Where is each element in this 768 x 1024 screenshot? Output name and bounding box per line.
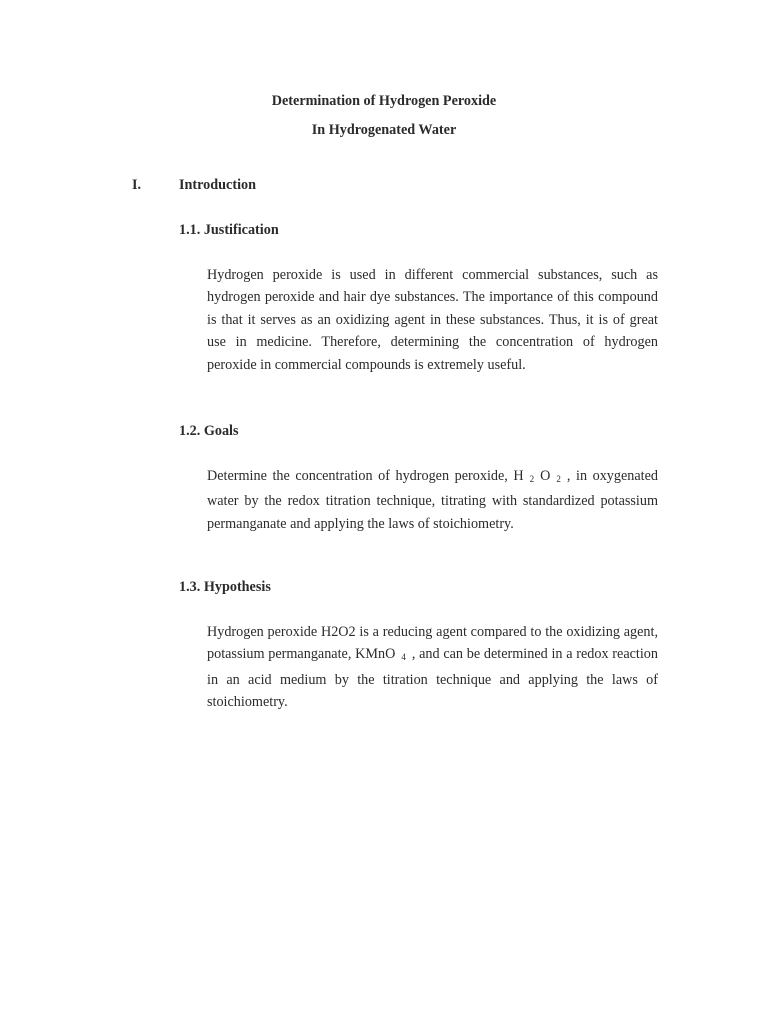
goals-subscript-1: 2 (529, 474, 535, 484)
goals-text-mid: O (540, 468, 551, 484)
hypothesis-text-before: Hydrogen peroxide H2O2 is a reducing agent compared to the oxidizing agent, potassium permanganate, KMnO (207, 624, 658, 663)
section-title: Introduction (179, 177, 256, 193)
hypothesis-paragraph (207, 621, 658, 714)
section-heading (132, 176, 256, 194)
hypothesis-heading: 1.3. Hypothesis (179, 579, 271, 595)
hypothesis-text-after: , and can be determined in a redox reaction in an acid medium by the titration technique and applying the laws of stoichiometry. (207, 646, 658, 711)
goals-text-before: Determine the concentration of hydrogen peroxide, H (207, 468, 524, 484)
goals-subscript-2: 2 (556, 474, 561, 484)
document-title-line-1: Determination of Hydrogen Peroxide (271, 93, 497, 109)
hypothesis-subscript: 4 (401, 652, 406, 663)
document-title-line-2: In Hydrogenated Water (311, 122, 457, 138)
justification-heading: 1.1. Justification (179, 222, 279, 238)
justification-paragraph: Hydrogen peroxide is used in different commercial substances, such as hydrogen peroxide and hair dye substances. The importance of this compound is that it serves as an oxidizing agent in these substances. Thus, it is of great use in medicine. Therefore, determining the concentration of hydrogen peroxide in commercial compounds is extremely useful. (207, 267, 658, 373)
goals-heading: 1.2. Goals (179, 423, 239, 439)
goals-paragraph (207, 465, 658, 535)
section-number: I. (132, 177, 142, 193)
goals-text-after: , in oxygenated water by the redox titration technique, titrating with standardized potassium permanganate and applying the laws of stoichiometry. (207, 468, 658, 532)
